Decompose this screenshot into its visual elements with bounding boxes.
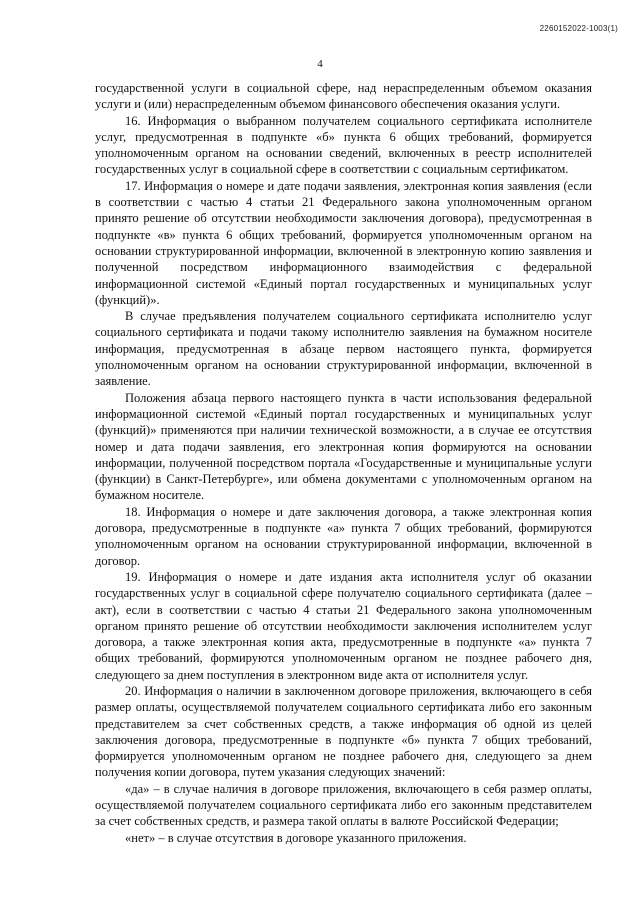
paragraph-item-20: 20. Информация о наличии в заключенном договоре приложения, включающего в себя размер оплаты, осуществляемой получателем социального сертификата либо его законным представителем за счет собственных средств, а также информация об одной из целей заключения договора, предусмотренные в подпункте «б» пункта 7 общих требований, формируется уполномоченным органом не позднее рабочего дня, следующего за днем получения копии договора, путем указания следующих значений: xyxy=(95,683,592,780)
paragraph-item-19: 19. Информация о номере и дате издания акта исполнителя услуг об оказании государственных услуг в социальной сфере получателю социального сертификата (далее – акт), если в соответствии с частью 4 статьи 21 Федерального закона уполномоченным органом принято решение об отсутствии необходимости заключения исполнителем услуг договора, а также электронная копия акта, предусмотренные в подпункте «а» пункта 7 общих требований, формируются уполномоченным органом не позднее рабочего дня, следующего за днем поступления в электронном виде акта от исполнителя услуг. xyxy=(95,569,592,682)
page-number: 4 xyxy=(317,58,323,70)
paragraph-item-18: 18. Информация о номере и дате заключения договора, а также электронная копия договора, предусмотренные в подпункте «а» пункта 7 общих требований, формируются уполномоченным органом на основании структурированной информации, включенной в договор. xyxy=(95,504,592,568)
paragraph-item-16: 16. Информация о выбранном получателем социального сертификата исполнителе услуг, предусмотренная в подпункте «б» пункта 6 общих требований, формируется уполномоченным органом на основании сведений, включенных в реестр исполнителей государственных услуг в социальной сфере в соответствии с социальным сертификатом. xyxy=(95,113,592,177)
paragraph-item-17-provisions: Положения абзаца первого настоящего пункта в части использования федеральной информационной системой «Единый портал государственных и муниципальных услуг (функций)» применяются при наличии технической возможности, а в случае ее отсутствия номер и дата подачи заявления, его электронная копия формируются на основании информации, полученной посредством портала «Государственные и муниципальные услуги (функции) в Санкт-Петербурге», или обмена документами с уполномоченным органом на бумажном носителе. xyxy=(95,390,592,503)
document-registration-number: 2260152022-1003(1) xyxy=(539,24,618,33)
paragraph-item-17: 17. Информация о номере и дате подачи заявления, электронная копия заявления (если в соответствии с частью 4 статьи 21 Федерального закона уполномоченным органом принято решение об отсутствии необходимости заключения договора), предусмотренная в подпункте «в» пункта 6 общих требований, формируется уполномоченным органом на основании структурированной информации, включенной в электронную копию заявления и полученной посредством информационного взаимодействия с федеральной информационной системой «Единый портал государственных и муниципальных услуг (функций)». xyxy=(95,178,592,307)
paragraph-continuation: государственной услуги в социальной сфере, над нераспределенным объемом оказания услуги и (или) нераспределенным объемом финансового обеспечения оказания услуги. xyxy=(95,81,592,112)
paragraph-value-yes: «да» – в случае наличия в договоре приложения, включающего в себя размер оплаты, осуществляемой получателем социального сертификата либо его законным представителем за счет собственных средств, и размера такой оплаты в валюте Российской Федерации; xyxy=(95,781,592,829)
paragraph-value-no: «нет» – в случае отсутствия в договоре указанного приложения. xyxy=(125,830,467,845)
document-body xyxy=(95,80,592,846)
paragraph-item-17-paper: В случае предъявления получателем социального сертификата исполнителю услуг социального сертификата и подачи такому исполнителю заявления на бумажном носителе информация, предусмотренная в абзаце первом настоящего пункта, формируется уполномоченным органом на основании структурированной информации, включенной в заявление. xyxy=(95,309,592,389)
